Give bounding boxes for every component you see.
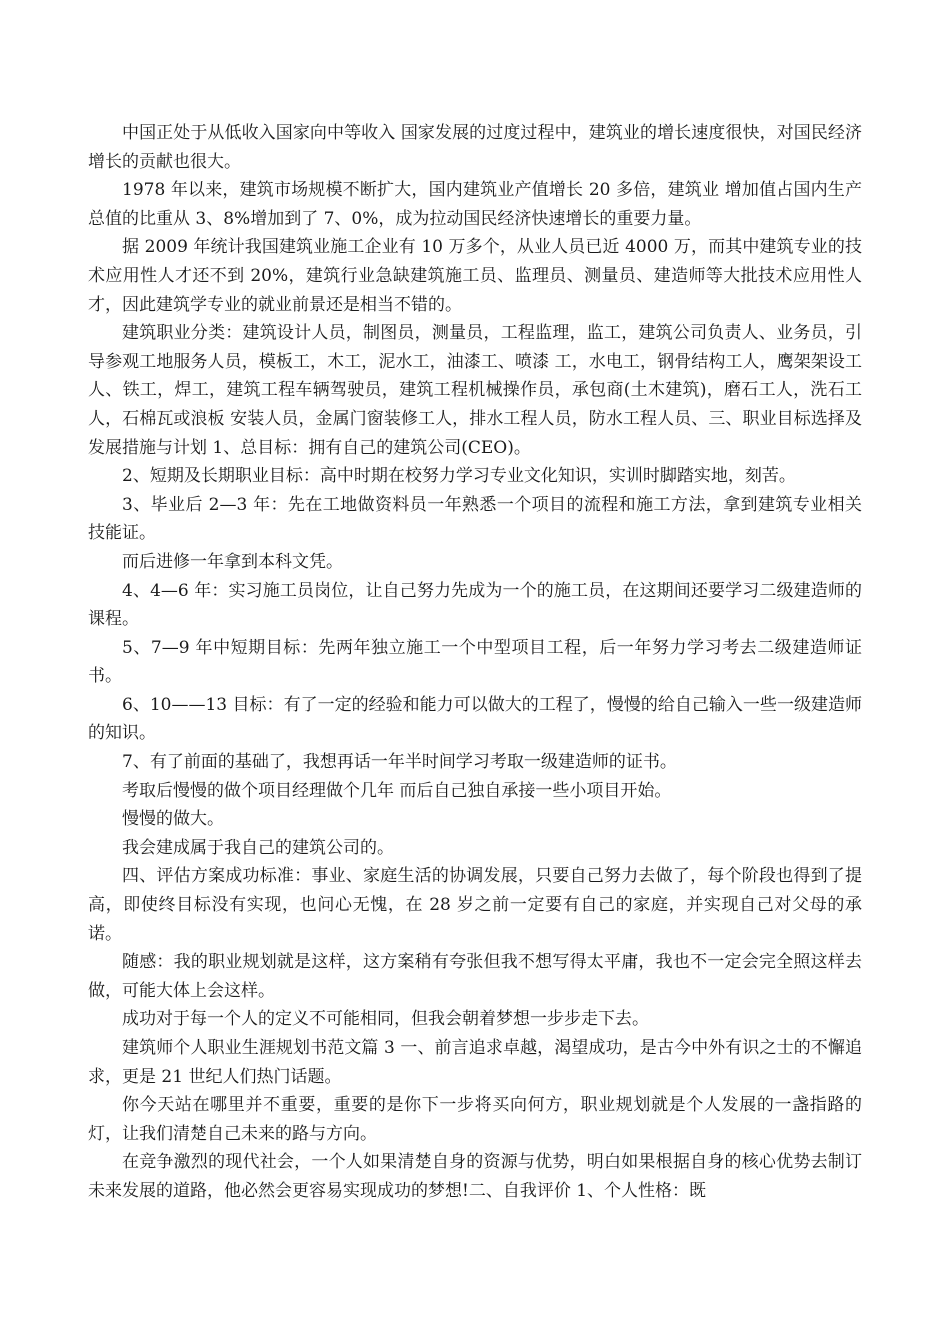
paragraph: 建筑师个人职业生涯规划书范文篇 3 一、前言追求卓越，渴望成功，是古今中外有识之士的不懈追求，更是 21 世纪人们热门话题。 bbox=[88, 1038, 862, 1087]
paragraph: 1978 年以来，建筑市场规模不断扩大，国内建筑业产值增长 20 多倍，建筑业 增加值占国内生产总值的比重从 3、8%增加到了 7、0%，成为拉动国民经济快速增长的重要力量。 bbox=[88, 180, 862, 229]
paragraph: 慢慢的做大。 bbox=[122, 809, 224, 830]
paragraph: 成功对于每一个人的定义不可能相同，但我会朝着梦想一步步走下去。 bbox=[122, 1009, 649, 1030]
paragraph: 随感：我的职业规划就是这样，这方案稍有夸张但我不想写得太平庸，我也不一定会完全照这样去做，可能大体上会这样。 bbox=[88, 952, 862, 1001]
document-body bbox=[88, 119, 862, 1206]
paragraph: 四、评估方案成功标准：事业、家庭生活的协调发展，只要自己努力去做了，每个阶段也得到了提高，即使终目标没有实现，也问心无愧，在 28 岁之前一定要有自己的家庭，并实现自己对父母的承诺。 bbox=[88, 866, 862, 944]
paragraph: 在竞争激烈的现代社会，一个人如果清楚自身的资源与优势，明白如果根据自身的核心优势去制订未来发展的道路，他必然会更容易实现成功的梦想!二、自我评价 1、个人性格：既 bbox=[88, 1152, 862, 1201]
paragraph: 据 2009 年统计我国建筑业施工企业有 10 万多个，从业人员已近 4000 万，而其中建筑专业的技术应用性人才还不到 20%，建筑行业急缺建筑施工员、监理员、测量员、建造师等大批技术应用性人才，因此建筑学专业的就业前景还是相当不错的。 bbox=[88, 237, 862, 315]
paragraph: 3、毕业后 2—3 年：先在工地做资料员一年熟悉一个项目的流程和施工方法，拿到建筑专业相关技能证。 bbox=[88, 494, 862, 544]
paragraph: 7、有了前面的基础了，我想再话一年半时间学习考取一级建造师的证书。 bbox=[122, 752, 677, 773]
paragraph: 你今天站在哪里并不重要，重要的是你下一步将买向何方，职业规划就是个人发展的一盏指路的灯，让我们清楚自己未来的路与方向。 bbox=[88, 1095, 862, 1144]
paragraph: 我会建成属于我自己的建筑公司的。 bbox=[122, 837, 394, 858]
paragraph: 6、10——13 目标：有了一定的经验和能力可以做大的工程了，慢慢的给自己输入一些一级建造师的知识。 bbox=[88, 694, 862, 744]
paragraph: 5、7—9 年中短期目标：先两年独立施工一个中型项目工程，后一年努力学习考去二级建造师证书。 bbox=[88, 637, 862, 687]
paragraph: 考取后慢慢的做个项目经理做个几年 而后自己独自承接一些小项目开始。 bbox=[122, 780, 672, 801]
paragraph: 建筑职业分类：建筑设计人员，制图员，测量员，工程监理，监工，建筑公司负责人、业务员，引导参观工地服务人员，模板工，木工，泥水工，油漆工、喷漆 工，水电工，钢骨结构工人，鹰架架设工人、铁工，焊工，建筑工程车辆驾驶员，建筑工程机械操作员，承包商(土木建筑)，磨石工人，洗石工人，石棉瓦或浪板 安装人员，金属门窗装修工人，排水工程人员，防水工程人员、三、职业目标选择及发展措施与计划 1、总目标：拥有自己的建筑公司(CEO)。 bbox=[88, 323, 862, 458]
paragraph: 4、4—6 年：实习施工员岗位，让自己努力先成为一个的施工员，在这期间还要学习二级建造师的课程。 bbox=[88, 580, 862, 630]
paragraph: 2、短期及长期职业目标：高中时期在校努力学习专业文化知识，实训时脚踏实地，刻苦。 bbox=[122, 466, 796, 487]
paragraph: 中国正处于从低收入国家向中等收入 国家发展的过度过程中，建筑业的增长速度很快，对国民经济增长的贡献也很大。 bbox=[88, 123, 862, 172]
paragraph: 而后进修一年拿到本科文凭。 bbox=[122, 551, 343, 572]
